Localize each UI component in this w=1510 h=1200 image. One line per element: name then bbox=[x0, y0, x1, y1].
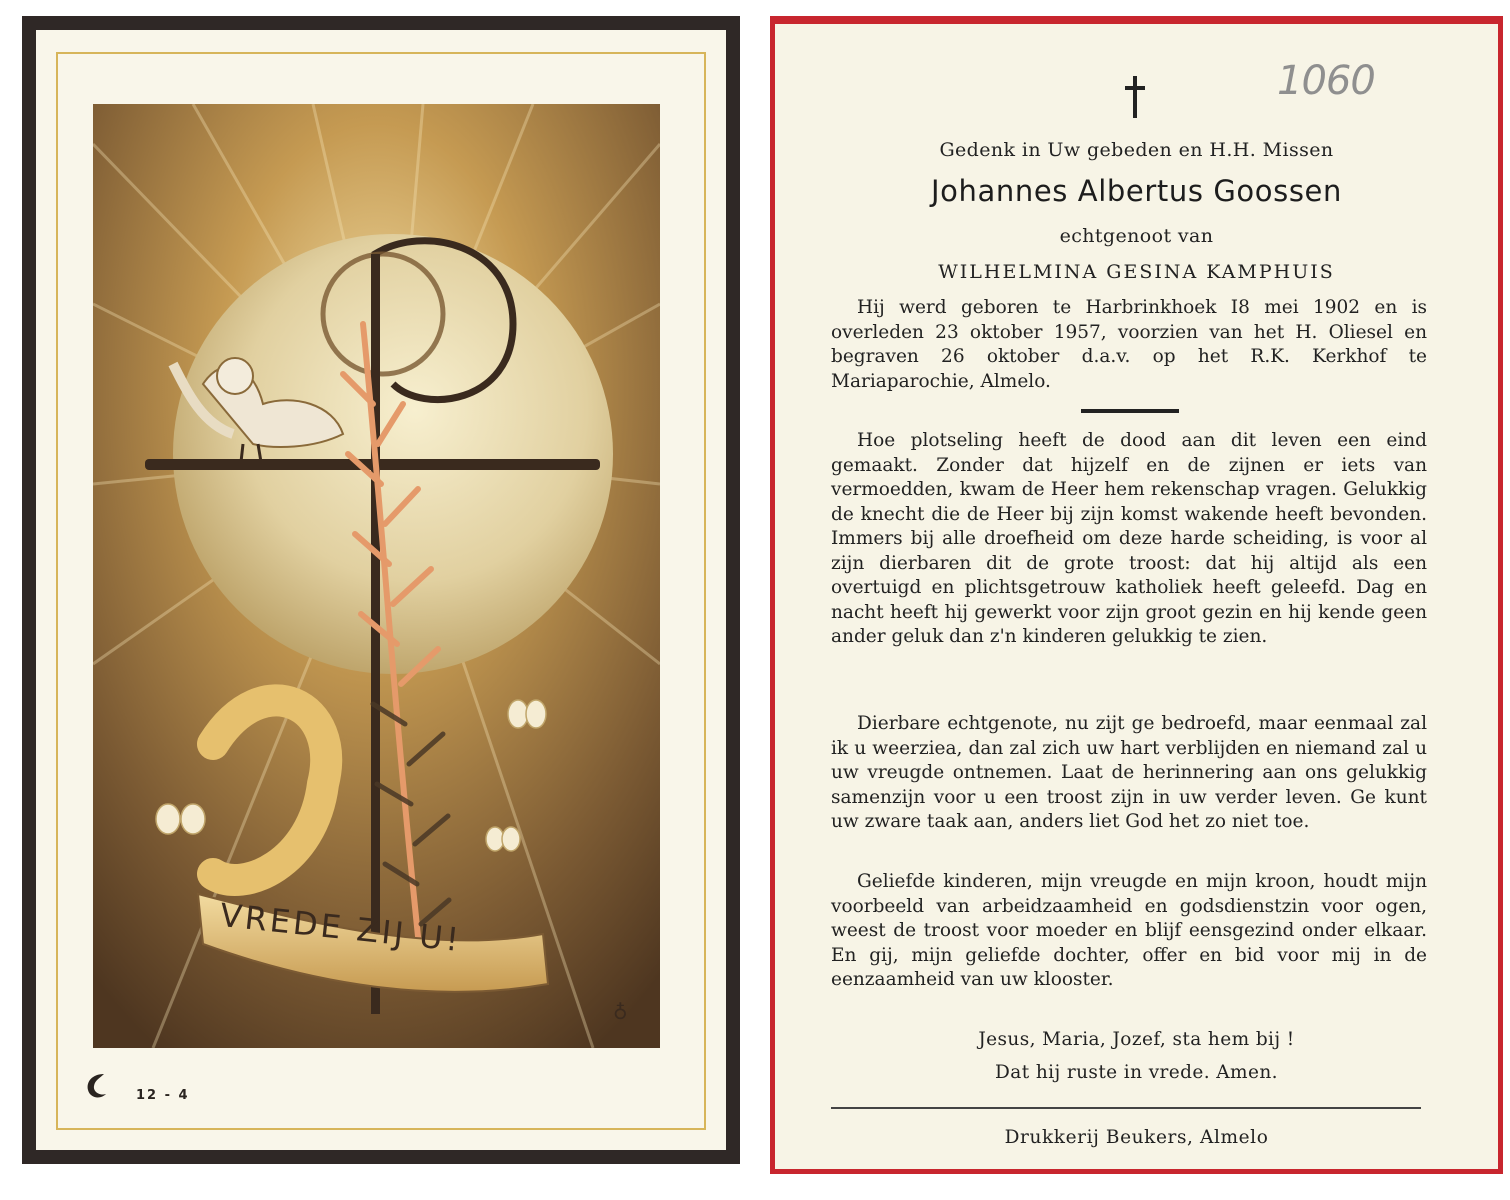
prayer-line-1: Jesus, Maria, Jozef, sta hem bij ! bbox=[978, 1029, 1295, 1050]
remembrance-header: Gedenk in Uw gebeden en H.H. Missen bbox=[939, 139, 1334, 161]
biography-paragraph: Hij werd geboren te Harbrinkhoek I8 mei 1902 en is overleden 23 oktober 1957, voorzien van het H. Oliesel en begraven 26 oktober d.a.v. op het R.K. Kerkhof te Mariaparochie, Almelo. bbox=[831, 297, 1427, 392]
illustration-svg bbox=[93, 104, 660, 1048]
spouse-prefix: echtgenoot van bbox=[1059, 225, 1214, 247]
spouse-name: WILHELMINA GESINA KAMPHUIS bbox=[938, 261, 1335, 283]
footer-rule bbox=[831, 1107, 1421, 1109]
host-disc bbox=[173, 234, 613, 674]
printer-credit: Drukkerij Beukers, Almelo bbox=[1004, 1127, 1269, 1148]
banner-text: VREDE ZIJ U! bbox=[218, 895, 464, 960]
section-divider bbox=[1081, 409, 1179, 413]
devotional-illustration bbox=[93, 104, 660, 1048]
card-back-paper bbox=[775, 24, 1498, 1169]
handwritten-note: 1060 bbox=[1277, 58, 1375, 104]
children-address-paragraph: Geliefde kinderen, mijn vreugde en mijn kroon, houdt mijn voorbeeld van arbeidzaamheid en godsdienstzin voor ogen, weest de troost voor moeder en blijf eensgezind onder elkaar. En gij, mijn geliefde dochter, offer en bid voor mij in de eenzaamheid van uw klooster. bbox=[831, 871, 1427, 990]
artist-monogram-mark: ♁ bbox=[613, 1000, 628, 1024]
card-number: 12 - 4 bbox=[136, 1088, 190, 1103]
eulogy-paragraph: Hoe plotseling heeft de dood aan dit leven een eind gemaakt. Zonder dat hijzelf en de zijnen er iets van vermoedden, kwam de Heer hem rekenschap vragen. Gelukkig de knecht die de Heer bij zijn komst wakende heeft bevonden. Immers bij alle droefheid om deze harde scheiding, is voor al zijn dierbaren dit de grote troost: dat hij altijd als een overtuigd en plichtsgetrouw katholiek heeft geleefd. Dag en nacht heeft hij gewerkt voor zijn groot gezin en hij kende geen ander geluk dan z'n kinderen gelukkig te zien. bbox=[831, 430, 1427, 647]
deceased-name: Johannes Albertus Goossen bbox=[931, 174, 1342, 208]
cross-staff bbox=[371, 254, 380, 1014]
publisher-logo-icon bbox=[80, 1068, 116, 1104]
prayer-line-2: Dat hij ruste in vrede. Amen. bbox=[995, 1062, 1278, 1083]
memorial-card-front bbox=[22, 16, 740, 1164]
memorial-card-back bbox=[770, 16, 1503, 1174]
cross-icon bbox=[1123, 76, 1147, 118]
spouse-address-paragraph: Dierbare echtgenote, nu zijt ge bedroefd, maar eenmaal zal ik u weerziea, dan zal zich uw hart verblijden en niemand zal u uw vreugde ontnemen. Laat de herinnering aan ons gelukkig samenzijn voor u een troost zijn in uw verder leven. Ge kunt uw zware taak aan, anders liet God het zo niet toe. bbox=[831, 713, 1427, 832]
card-front-paper bbox=[36, 30, 726, 1150]
